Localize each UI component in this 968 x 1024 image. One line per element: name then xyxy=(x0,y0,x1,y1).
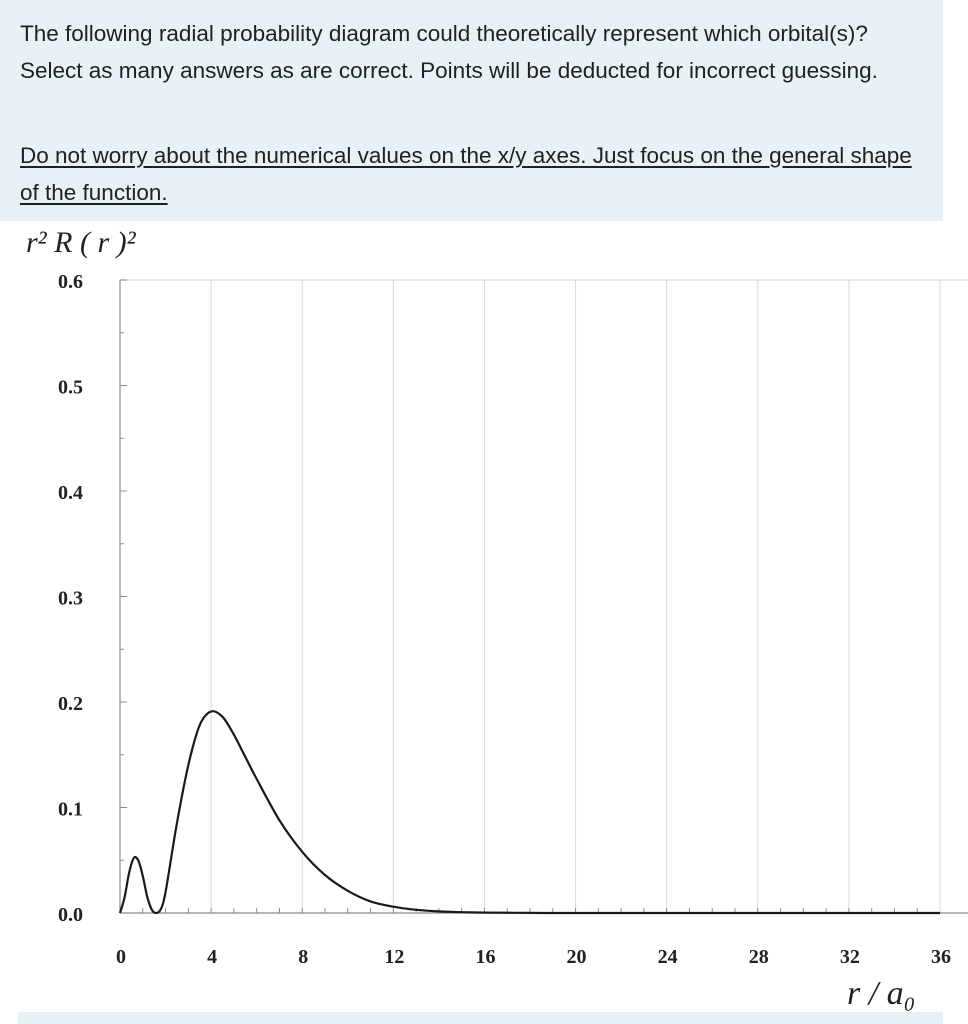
x-tick-label: 28 xyxy=(748,946,769,968)
x-tick-label: 0 xyxy=(116,946,126,968)
y-tick-label: 0.0 xyxy=(58,904,83,926)
series-line xyxy=(120,711,940,913)
y-tick-label: 0.1 xyxy=(58,798,83,821)
x-tick-label: 8 xyxy=(298,946,309,968)
axis-layer xyxy=(120,280,968,913)
x-tick-label: 32 xyxy=(839,946,860,968)
x-tick-label: 4 xyxy=(207,946,218,968)
y-tick-label: 0.2 xyxy=(58,693,83,715)
label-layer xyxy=(58,271,951,968)
x-axis-label: r / a₀ xyxy=(847,975,916,1012)
y-tick-label: 0.3 xyxy=(58,587,83,610)
x-tick-label: 16 xyxy=(475,946,496,968)
question-text: The following radial probability diagram could theoretically represent which orbital(s)? Select as many answers as are correct. Points will be deducted for incorrect guessing. xyxy=(20,21,878,83)
x-tick-label: 24 xyxy=(657,946,678,968)
question-note: Do not worry about the numerical values on the x/y axes. Just focus on the general shape of the function. xyxy=(20,143,912,205)
x-tick-label: 12 xyxy=(384,946,405,968)
grid-layer xyxy=(120,280,968,913)
x-tick-label: 36 xyxy=(931,946,951,968)
y-axis-label: r² R ( r )² xyxy=(26,226,136,259)
y-tick-label: 0.4 xyxy=(58,482,83,504)
y-tick-label: 0.5 xyxy=(58,376,83,399)
x-tick-label: 20 xyxy=(566,946,587,968)
y-tick-label: 0.6 xyxy=(58,271,83,293)
